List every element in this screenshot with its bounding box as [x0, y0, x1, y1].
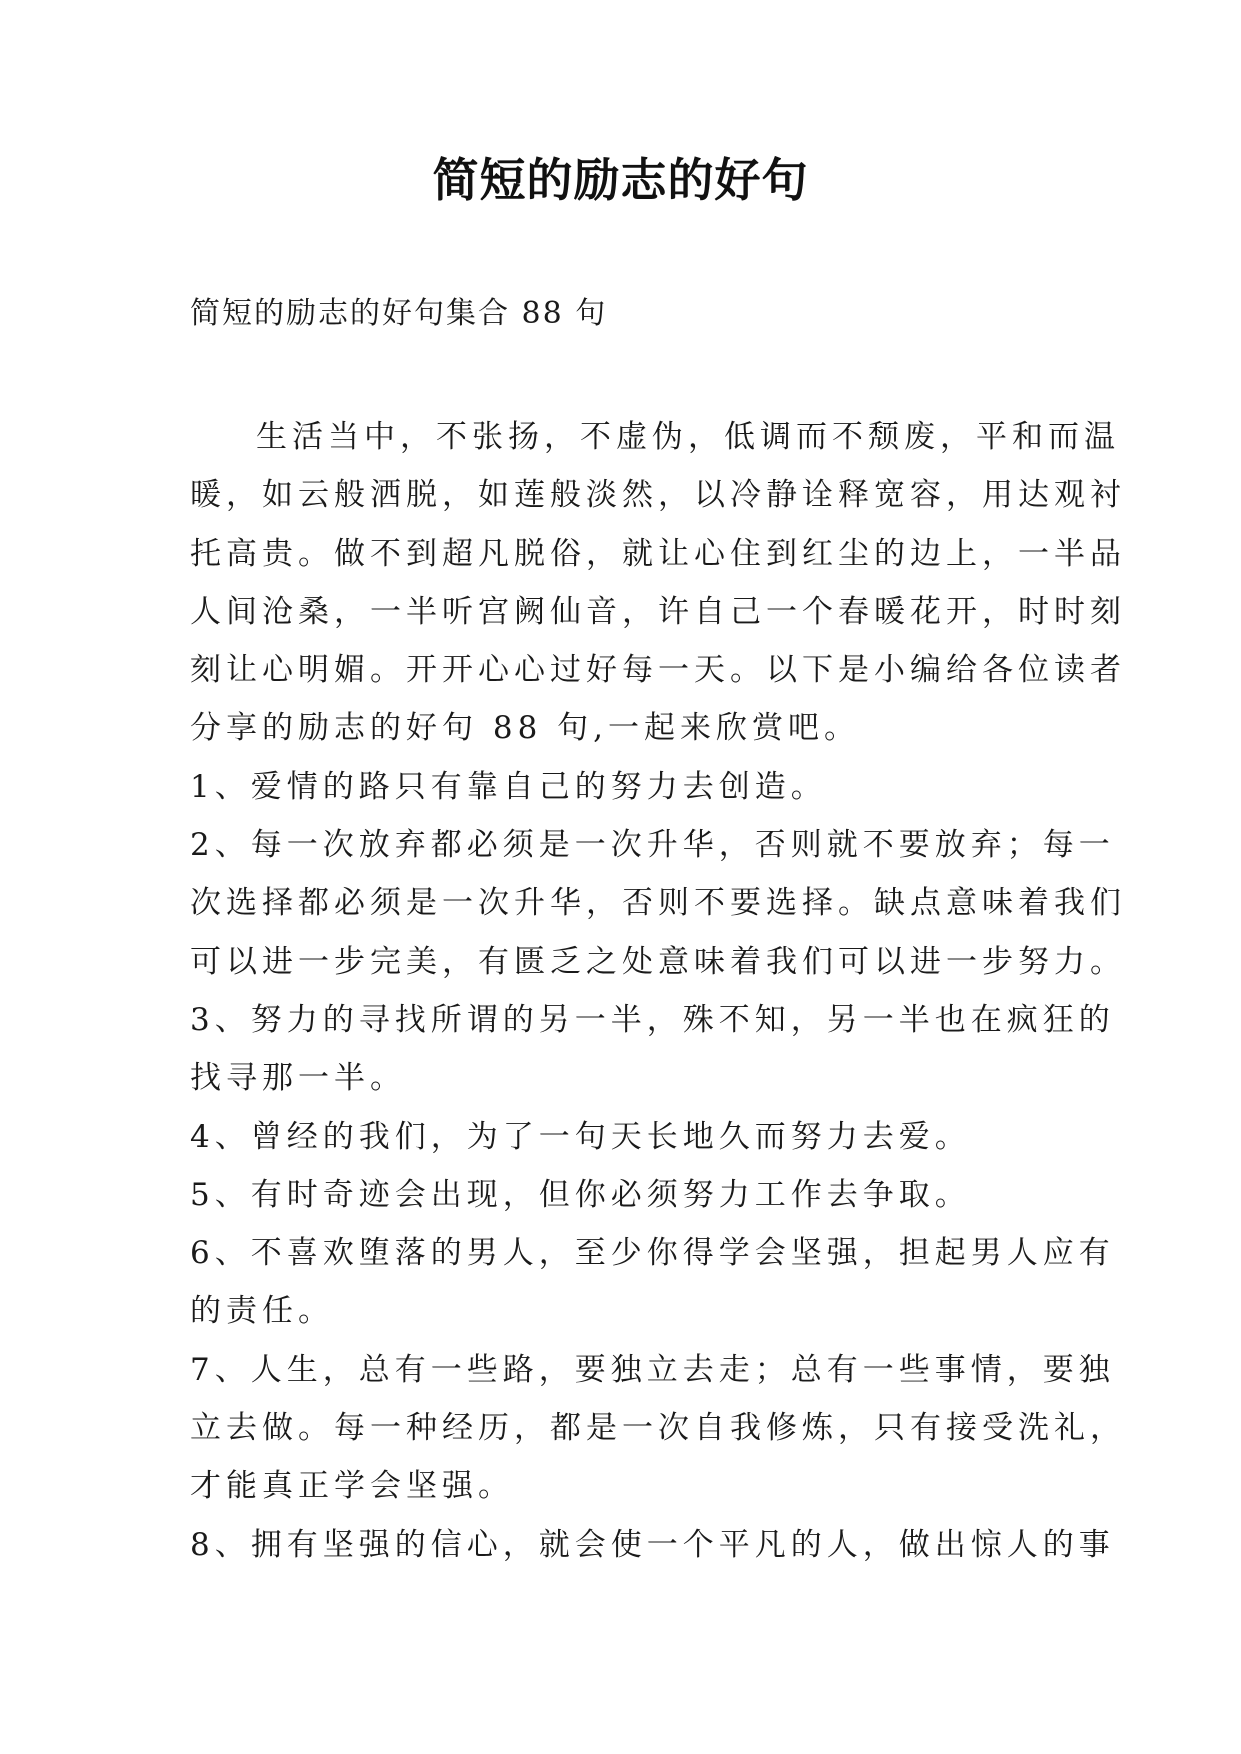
document-subtitle: 简短的励志的好句集合 88 句 [190, 296, 608, 331]
list-item-7-cont: 才能真正学会坚强。 [190, 1468, 514, 1505]
body-line: 生活当中，不张扬，不虚伪，低调而不颓废，平和而温 [256, 419, 1120, 455]
list-item-6: 6、不喜欢堕落的男人，至少你得学会坚强，担起男人应有 [190, 1235, 1115, 1272]
list-item-3-cont: 找寻那一半。 [190, 1060, 406, 1097]
list-item-2: 2、每一次放弃都必须是一次升华，否则就不要放弃；每一 [190, 827, 1115, 864]
list-item-8: 8、拥有坚强的信心，就会使一个平凡的人，做出惊人的事 [190, 1526, 1115, 1563]
list-item-7: 7、人生，总有一些路，要独立去走；总有一些事情，要独 [190, 1351, 1115, 1388]
body-line: 暖，如云般洒脱，如莲般淡然，以冷静诠释宽容，用达观衬 [190, 477, 1126, 514]
list-item-1: 1、爱情的路只有靠自己的努力去创造。 [190, 768, 827, 805]
list-item-6-cont: 的责任。 [190, 1293, 334, 1330]
list-item-7-cont: 立去做。每一种经历，都是一次自我修炼，只有接受洗礼， [190, 1410, 1126, 1447]
body-line: 人间沧桑，一半听宫阙仙音，许自己一个春暖花开，时时刻 [190, 593, 1126, 630]
list-item-3: 3、努力的寻找所谓的另一半，殊不知，另一半也在疯狂的 [190, 1001, 1115, 1038]
list-item-2-cont: 可以进一步完美，有匮乏之处意味着我们可以进一步努力。 [190, 943, 1126, 980]
document-body [190, 408, 1126, 1574]
body-line: 分享的励志的好句 88 句,一起来欣赏吧。 [190, 710, 861, 747]
document-title: 简短的励志的好句 [432, 153, 809, 207]
list-item-4: 4、曾经的我们，为了一句天长地久而努力去爱。 [190, 1118, 971, 1155]
list-item-5: 5、有时奇迹会出现，但你必须努力工作去争取。 [190, 1176, 971, 1213]
body-line: 刻让心明媚。开开心心过好每一天。以下是小编给各位读者 [190, 652, 1126, 689]
list-item-2-cont: 次选择都必须是一次升华，否则不要选择。缺点意味着我们 [190, 885, 1126, 922]
body-line: 托高贵。做不到超凡脱俗，就让心住到红尘的边上，一半品 [190, 535, 1126, 572]
